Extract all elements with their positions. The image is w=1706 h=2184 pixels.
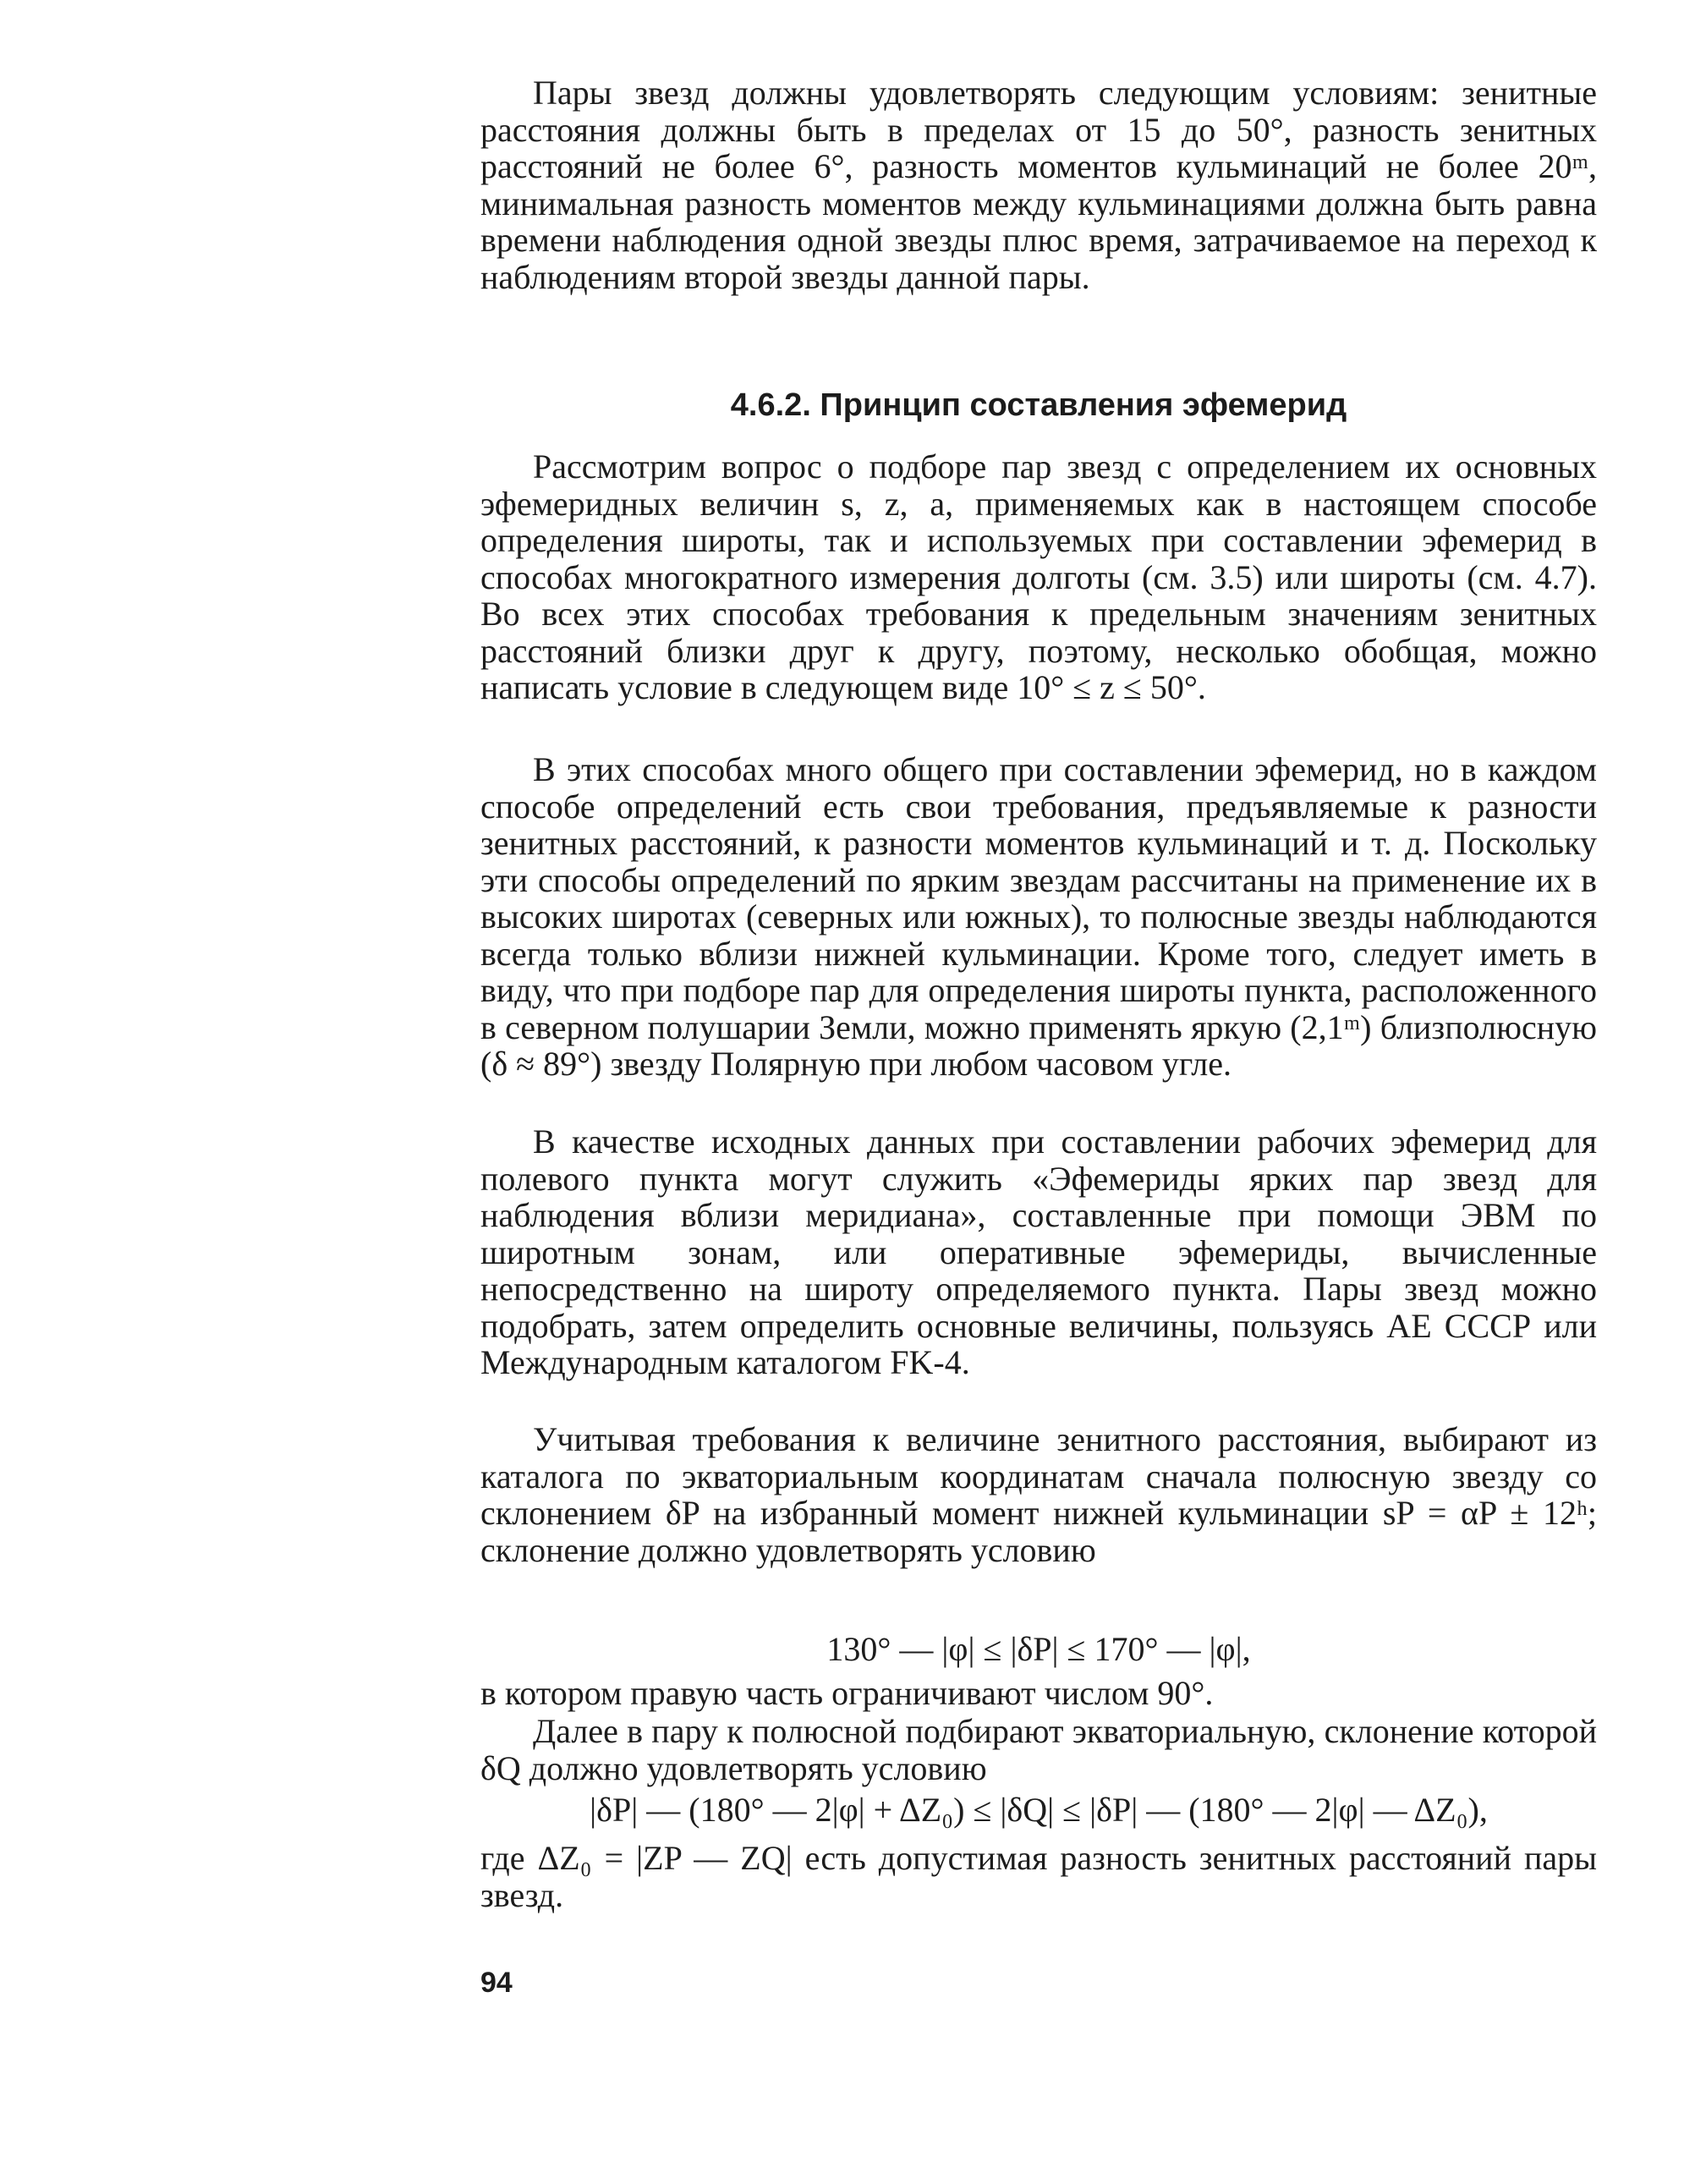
formula-equatorial-declination: |δP| — (180° — 2|φ| + ΔZ₀) ≤ |δQ| ≤ |δP| — (180° — 2|φ| — ΔZ₀), bbox=[590, 1791, 1488, 1829]
paragraph-methods: В этих способах много общего при составлении эфемерид, но в каждом способе определений есть свои требования, предъявляемые к разности зенитных расстояний, к разности моментов кульминаций и т. д. Поскольку эти способы определений по ярким звездам рассчитаны на применение их в высоких широтах (северных или южных), то полюсные звезды наблюдаются всегда только вблизи нижней кульминации. Кроме того, следует иметь в виду, что при подборе пар для определения широты пункта, расположенного в северном полушарии Земли, можно применять яркую (2,1ᵐ) близполюсную (δ ≈ 89°) звезду Полярную при любом часовом угле. bbox=[480, 750, 1597, 1083]
paragraph-equatorial-star: Далее в пару к полюсной подбирают экваториальную, склонение которой δQ должно удовлетворять условию bbox=[480, 1712, 1597, 1787]
paragraph-polar-star: Учитывая требования к величине зенитного расстояния, выбирают из каталога по экваториальным координатам сначала полюсную звезду со склонением δP на избранный момент нижней кульминации sP = αP ± 12ʰ; склонение должно удовлетворять условию bbox=[480, 1420, 1597, 1569]
formula-polar-declination: 130° — |φ| ≤ |δP| ≤ 170° — |φ|, bbox=[826, 1630, 1251, 1668]
paragraph-ephemeris-intro: Рассмотрим вопрос о подборе пар звезд с определением их основных эфемеридных величин s, z, a, применяемых как в настоящем способе определения широты, так и используемых при составлении эфемерид в способах многократного измерения долготы (см. 3.5) или широты (см. 4.7). Во всех этих способах требования к предельным значениям зенитных расстояний близки друг к другу, поэтому, несколько обобщая, можно написать условие в следующем виде 10° ≤ z ≤ 50°. bbox=[480, 447, 1597, 706]
paragraph-source-data: В качестве исходных данных при составлении рабочих эфемерид для полевого пункта могут служить «Эфемериды ярких пар звезд для наблюдения вблизи меридиана», составленные при помощи ЭВМ по широтным зонам, или оперативные эфемериды, вычисленные непосредственно на широту определяемого пункта. Пары звезд можно подобрать, затем определить основные величины, пользуясь АЕ СССР или Международным каталогом FK-4. bbox=[480, 1122, 1597, 1381]
section-heading: 4.6.2. Принцип составления эфемерид bbox=[730, 387, 1347, 423]
paragraph-conditions: Пары звезд должны удовлетворять следующим условиям: зенитные расстояния должны быть в пределах от 15 до 50°, разность зенитных расстояний не более 6°, разность моментов кульминаций не более 20ᵐ, минимальная разность моментов между кульминациями должна быть равна времени наблюдения одной звезды плюс время, затрачиваемое на переход к наблюдениям второй звезды данной пары. bbox=[480, 74, 1597, 296]
paragraph-zenith-difference: где ΔZ₀ = |ZP — ZQ| есть допустимая разность зенитных расстояний пары звезд. bbox=[480, 1839, 1597, 1914]
page-number: 94 bbox=[480, 1967, 513, 1999]
paragraph-right-limit: в котором правую часть ограничивают числом 90°. bbox=[480, 1674, 1214, 1712]
